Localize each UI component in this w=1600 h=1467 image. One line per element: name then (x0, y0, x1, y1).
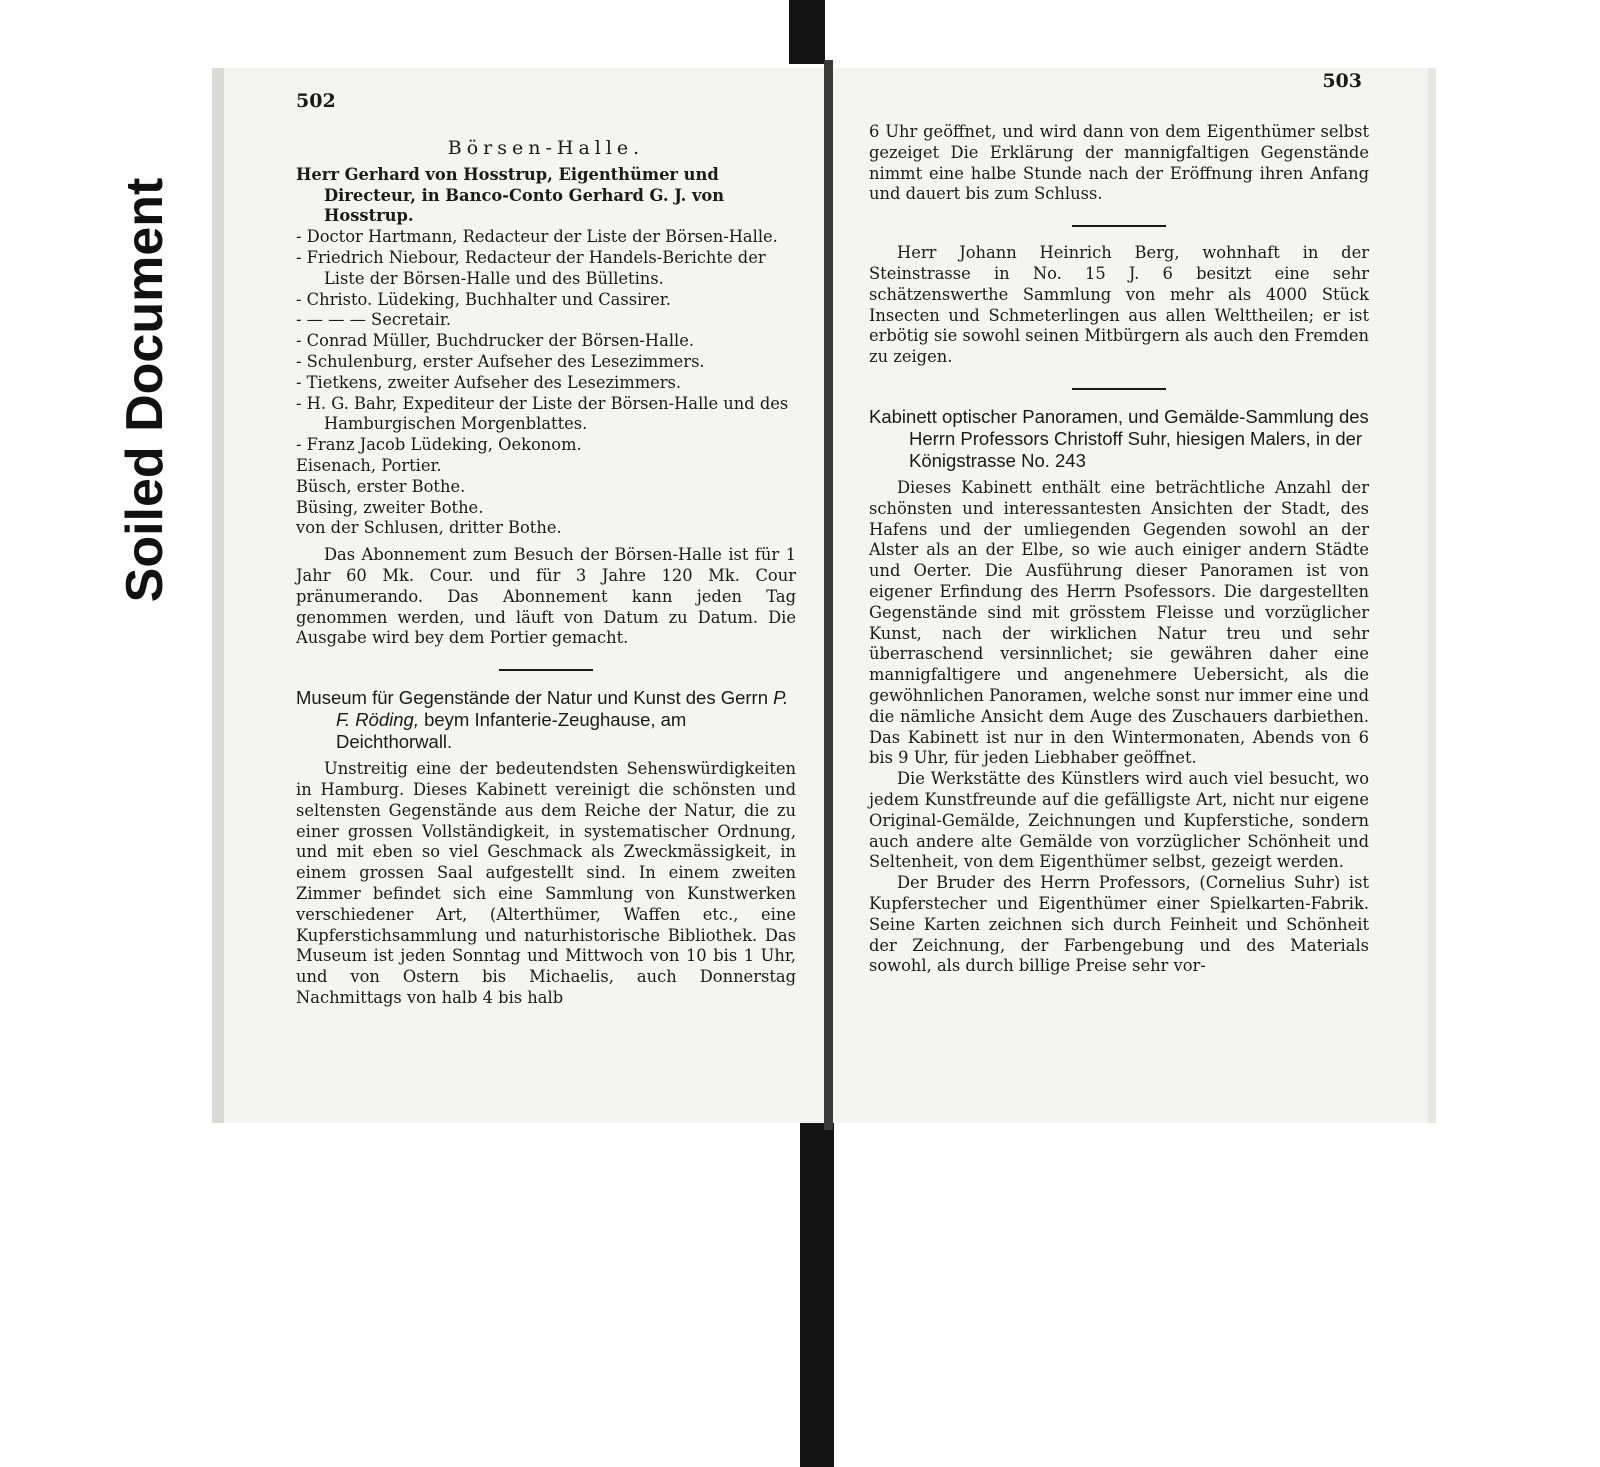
staff-entry: - Friedrich Niebour, Redacteur der Handels-Berichte der Liste der Börsen-Halle und des Bülletins. (296, 247, 766, 288)
staff-entry: Büsch, erster Bothe. (296, 476, 466, 496)
staff-entry: - H. G. Bahr, Expediteur der Liste der Börsen-Halle und des Hamburgischen Morgenblattes. (296, 393, 789, 434)
staff-entry: - Doctor Hartmann, Redacteur der Liste der Börsen-Halle. (296, 227, 778, 247)
kabinett-title: Kabinett optischer Panoramen, und Gemälde-Sammlung des Herrn Professors Christoff Suhr, hiesigen Malers, in der Königstrasse No. 243 (869, 405, 1369, 471)
staff-entry: - — — — Secretair. (296, 310, 451, 330)
section-divider (1072, 388, 1166, 390)
museum-title-part: beym Infanterie-Zeughause, am Deichthorwall. (336, 709, 687, 753)
side-label-text: Soiled Document (116, 177, 174, 603)
boersen-halle-heading: Börsen-Halle. (447, 137, 645, 159)
bruder-paragraph: Der Bruder des Herrn Professors, (Cornelius Suhr) ist Kupferstecher und Eigenthümer einer Spielkarten-Fabrik. Seine Karten zeichnen sich durch Feinheit und Schönheit der Zeichnung, der Farbengebung und des Materials sowohl, als durch billige Preise sehr vor- (869, 873, 1369, 976)
left-page-column (296, 138, 796, 1009)
staff-entry: - Schulenburg, erster Aufseher des Lesezimmers. (296, 351, 705, 371)
section-divider (499, 669, 593, 671)
staff-entry: - Conrad Müller, Buchdrucker der Börsen-Halle. (296, 331, 695, 351)
staff-entry: - Franz Jacob Lüdeking, Oekonom. (296, 435, 582, 455)
museum-title-part: Museum für Gegenstände der Natur und Kunst des Gerrn (296, 687, 769, 709)
staff-entry: - Christo. Lüdeking, Buchhalter und Cassirer. (296, 289, 671, 309)
right-page (832, 68, 1436, 1123)
right-page-column (869, 122, 1369, 977)
section-divider (1072, 225, 1166, 227)
left-page (212, 68, 834, 1123)
staff-entry: Büsing, zweiter Bothe. (296, 497, 484, 517)
abonnement-paragraph: Das Abonnement zum Besuch der Börsen-Halle ist für 1 Jahr 60 Mk. Cour. und für 3 Jahre 120 Mk. Cour pränumerando. Das Abonnement kann jeden Tag genommen werden, und läuft von Datum zu Datum. Die Ausgabe wird bey dem Portier gemacht. (296, 545, 796, 648)
book-gutter (824, 60, 833, 1130)
staff-entry: von der Schlusen, dritter Bothe. (296, 518, 562, 538)
staff-entry: - Tietkens, zweiter Aufseher des Lesezimmers. (296, 372, 682, 392)
book-spine-bottom (800, 1118, 834, 1467)
berg-paragraph: Herr Johann Heinrich Berg, wohnhaft in der Steinstrasse in No. 15 J. 6 besitzt eine sehr schätzenswerthe Sammlung von mehr als 4000 Stück Insecten und Schmeterlingen aus allen Welttheilen; er ist erbötig sie sowohl seinen Mitbürgern als auch den Fremden zu zeigen. (869, 243, 1369, 367)
book-spine-top (789, 0, 825, 64)
museum-title (296, 687, 796, 753)
werkstaette-paragraph: Die Werkstätte des Künstlers wird auch viel besucht, wo jedem Kunstfreunde auf die gefälligste Art, nicht nur eigene Original-Gemälde, Zeichnungen und Kupferstiche, sondern auch andere alte Gemälde von vorzüglicher Schönheit und Seltenheit, von dem Eigenthümer selbst, gezeigt werden. (869, 769, 1369, 872)
museum-owner-name: P. F. Röding, (336, 687, 789, 731)
left-page-number: 502 (296, 90, 336, 112)
museum-continuation-paragraph: 6 Uhr geöffnet, und wird dann von dem Eigenthümer selbst gezeiget Die Erklärung der mannigfaltigen Gegenstände nimmt eine halbe Stunde nach der Eröffnung ihren Anfang und dauert bis zum Schluss. (869, 122, 1369, 204)
side-label (115, 135, 175, 645)
museum-paragraph: Unstreitig eine der bedeutendsten Sehenswürdigkeiten in Hamburg. Dieses Kabinett vereinigt die schönsten und seltensten Gegenstände aus dem Reiche der Natur, die zu einer grossen Vollständigkeit, in systematischer Ordnung, und mit eben so viel Geschmack als Zweckmässigkeit, in einem grossen Saal aufgestellt sind. In einem zweiten Zimmer befindet sich eine Sammlung von Kunstwerken verschiedener Art, (Alterthümer, Waffen etc., eine Kupferstichsammlung und naturhistorische Bibliothek. Das Museum ist jeden Sonntag und Mittwoch von 10 bis 1 Uhr, und von Ostern bis Michaelis, auch Donnerstag Nachmittags von halb 4 bis halb (296, 759, 796, 1007)
kabinett-paragraph: Dieses Kabinett enthält eine beträchtliche Anzahl der schönsten und interessantesten Ansichten der Stadt, des Hafens und der umliegenden Gegenden sowohl an der Alster als an der Elbe, so wie auch einiger andern Städte und Oerter. Die Ausführung dieser Panoramen ist von eigener Erfindung des Herrn Psofessors. Die dargestellten Gegenstände sind mit grösstem Fleisse und vorzüglicher Kunst, nach der wirklichen Natur treu und sehr überraschend versinnlichet; sie gewähren daher eine mannigfaltigere und angenehmere Uebersicht, als die gewöhnlichen Panoramen, welche sonst nur immer eine und die nämliche Ansicht dem Auge des Zuschauers darbiethen. Das Kabinett ist nur in den Wintermonaten, Abends von 6 bis 9 Uhr, für jeden Liebhaber geöffnet. (869, 477, 1369, 768)
staff-entry: Eisenach, Portier. (296, 455, 442, 475)
right-page-number: 503 (1322, 70, 1362, 92)
staff-entry: Herr Gerhard von Hosstrup, Eigenthümer und Directeur, in Banco-Conto Gerhard G. J. von Hosstrup. (296, 164, 725, 226)
